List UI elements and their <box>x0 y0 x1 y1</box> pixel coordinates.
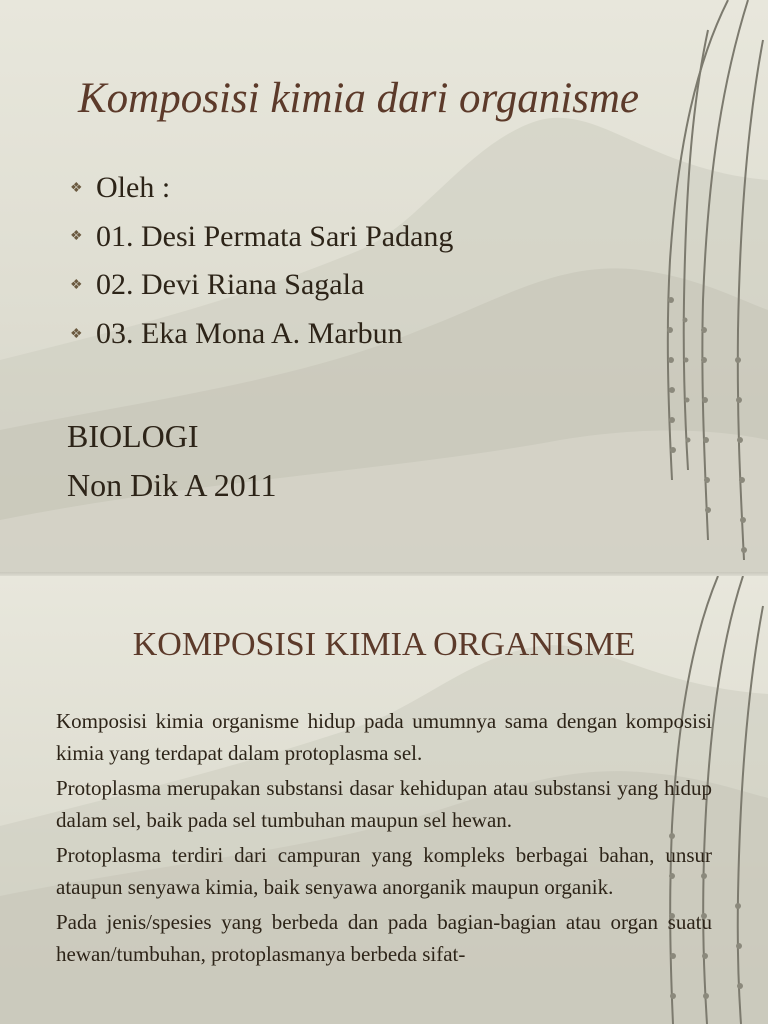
diamond-bullet-icon: ❖ <box>70 180 83 196</box>
body-text <box>56 706 712 974</box>
class-info <box>67 412 277 510</box>
slide-2-title: KOMPOSISI KIMIA ORGANISME <box>132 626 636 663</box>
list-item-label: 02. Devi Riana Sagala <box>96 268 365 302</box>
list-item <box>70 261 453 310</box>
paragraph: Protoplasma terdiri dari campuran yang kompleks berbagai bahan, unsur ataupun senyawa kimia, baik senyawa anorganik maupun organik. <box>56 843 712 899</box>
paragraph: Komposisi kimia organisme hidup pada umumnya sama dengan komposisi kimia yang terdapat dalam protoplasma sel. <box>56 709 712 765</box>
list-item-label: 01. Desi Permata Sari Padang <box>96 219 454 253</box>
list-item <box>70 213 453 262</box>
subject-label: BIOLOGI <box>67 418 199 454</box>
diamond-bullet-icon: ❖ <box>70 326 83 342</box>
list-item <box>70 310 453 359</box>
class-label: Non Dik A 2011 <box>67 467 277 503</box>
list-item <box>70 164 453 213</box>
slide-2 <box>0 576 768 1024</box>
slide-1-title: Komposisi kimia dari organisme <box>78 75 640 122</box>
paragraph: Protoplasma merupakan substansi dasar kehidupan atau substansi yang hidup dalam sel, baik pada sel tumbuhan maupun sel hewan. <box>56 776 712 832</box>
diamond-bullet-icon: ❖ <box>70 229 83 245</box>
list-item-label: 03. Eka Mona A. Marbun <box>96 317 403 351</box>
paragraph: Pada jenis/spesies yang berbeda dan pada bagian-bagian atau organ suatu hewan/tumbuhan, protoplasmanya berbeda sifat- <box>56 910 712 966</box>
list-item-label: Oleh : <box>96 171 171 205</box>
diamond-bullet-icon: ❖ <box>70 277 83 293</box>
author-list <box>70 164 453 358</box>
